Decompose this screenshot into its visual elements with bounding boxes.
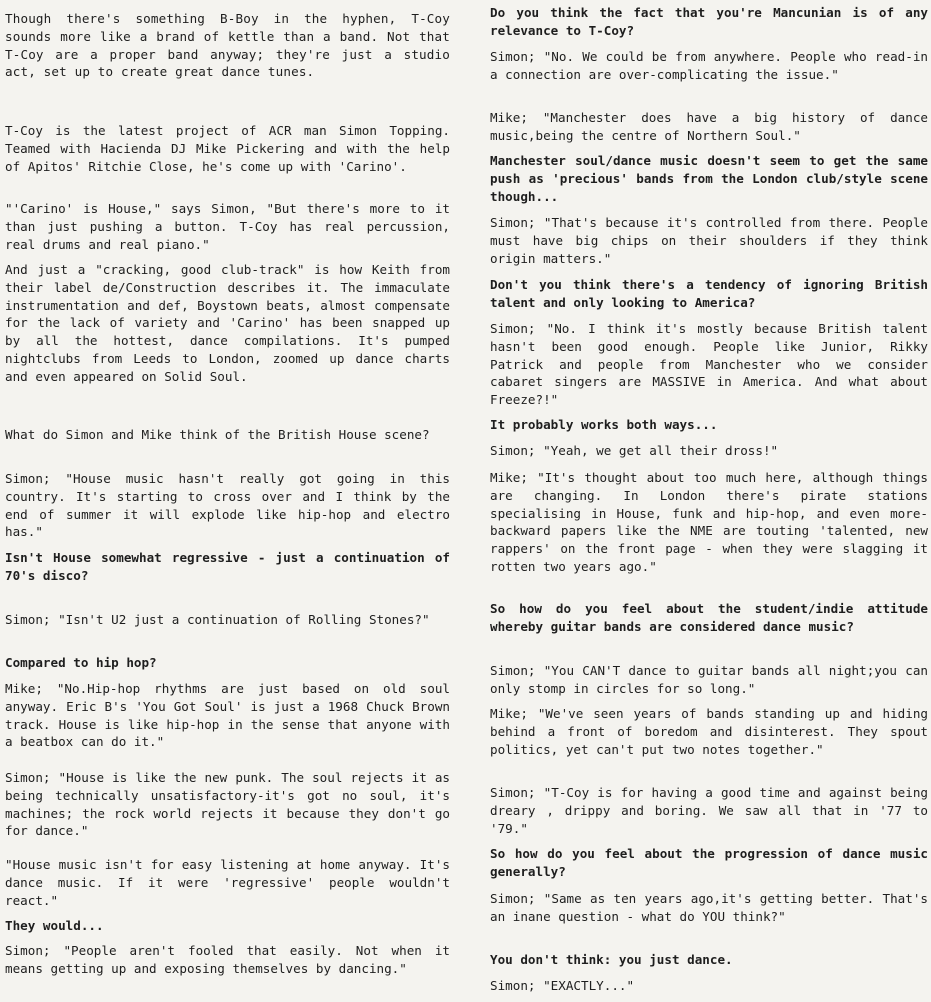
body-paragraph: Simon; "You CAN'T dance to guitar bands all night;you can only stomp in circles for so long." [490,663,928,696]
body-paragraph: Mike; "It's thought about too much here, although things are changing. In London there's pirate stations specialising in House, funk and hip-hop, and even more-backward papers like the NME are touting 'talented, new rappers' on the front page - when they were slagging it rotten two years ago." [490,470,928,574]
body-paragraph: Simon; "House is like the new punk. The soul rejects it as being technically unsatisfactory-it's got no soul, it's machines; the rock world rejects it because they don't go for dance." [5,770,450,839]
body-paragraph: Mike; "Manchester does have a big history of dance music,being the centre of Northern Soul." [490,110,928,143]
body-paragraph: Mike; "No.Hip-hop rhythms are just based on old soul anyway. Eric B's 'You Got Soul' is just a 1968 Chuck Brown track. House is like hip-hop in the sense that anyone with a beatbox can do it." [5,681,450,750]
interview-question: Isn't House somewhat regressive - just a continuation of 70's disco? [5,550,450,583]
body-paragraph: What do Simon and Mike think of the British House scene? [5,427,430,442]
body-paragraph: And just a "cracking, good club-track" is how Keith from their label de/Construction describes it. The immaculate instrumentation and def, Boystown beats, almost compensate for the lack of variety and 'Carino' has been snapped up by all the hottest, dance compilations. It's pumped nightclubs from Leeds to London, zoomed up dance charts and even appeared on Solid Soul. [5,262,450,384]
interview-question: Compared to hip hop? [5,655,157,670]
body-paragraph: Simon; "Isn't U2 just a continuation of Rolling Stones?" [5,612,430,627]
body-paragraph: Simon; "EXACTLY..." [490,978,635,993]
body-paragraph: Simon; "That's because it's controlled from there. People must have big chips on their shoulders if they think origin matters." [490,215,928,266]
body-paragraph: "'Carino' is House," says Simon, "But there's more to it than just pushing a button. T-Coy has real percussion, real drums and real piano." [5,201,450,252]
body-paragraph: Simon; "Same as ten years ago,it's getting better. That's an inane question - what do YOU think?" [490,891,928,924]
body-paragraph: Simon; "No. I think it's mostly because British talent hasn't been good enough. People like Junior, Rikky Patrick and people from Manchester who we consider cabaret singers are MASSIVE in America. And what about Freeze?!" [490,321,928,408]
body-paragraph: Mike; "We've seen years of bands standing up and hiding behind a front of boredom and disinterest. They spout politics, yet can't put two notes together." [490,706,928,757]
interview-question: You don't think: you just dance. [490,952,733,967]
interview-question: Don't you think there's a tendency of ignoring British talent and only looking to America? [490,277,928,310]
intro-paragraph: Though there's something B-Boy in the hyphen, T-Coy sounds more like a brand of kettle than a band. Not that T-Coy are a proper band anyway; they're just a studio act, set up to create great dance tunes. [5,11,450,80]
interview-question: So how do you feel about the progression of dance music generally? [490,846,928,879]
interview-question: So how do you feel about the student/indie attitude whereby guitar bands are considered dance music? [490,601,928,634]
body-paragraph: "House music isn't for easy listening at home anyway. It's dance music. If it were 'regressive' people wouldn't react." [5,857,450,908]
interview-question: It probably works both ways... [490,417,718,432]
body-paragraph: Simon; "No. We could be from anywhere. People who read-in a connection are over-complicating the issue." [490,49,928,82]
interview-question: Do you think the fact that you're Mancunian is of any relevance to T-Coy? [490,5,928,38]
body-paragraph: Simon; "Yeah, we get all their dross!" [490,443,779,458]
interview-question: They would... [5,918,104,933]
body-paragraph: Simon; "House music hasn't really got going in this country. It's starting to cross over and I think by the end of summer it will explode like hip-hop and electro has." [5,471,450,540]
body-paragraph: T-Coy is the latest project of ACR man Simon Topping. Teamed with Hacienda DJ Mike Pickering and with the help of Apitos' Ritchie Close, he's come up with 'Carino'. [5,123,450,174]
body-paragraph: Simon; "People aren't fooled that easily. Not when it means getting up and exposing themselves by dancing." [5,943,450,976]
body-paragraph: Simon; "T-Coy is for having a good time and against being dreary , drippy and boring. We saw all that in '77 to '79." [490,785,928,836]
interview-question: Manchester soul/dance music doesn't seem to get the same push as 'precious' bands from the London club/style scene though... [490,153,928,204]
